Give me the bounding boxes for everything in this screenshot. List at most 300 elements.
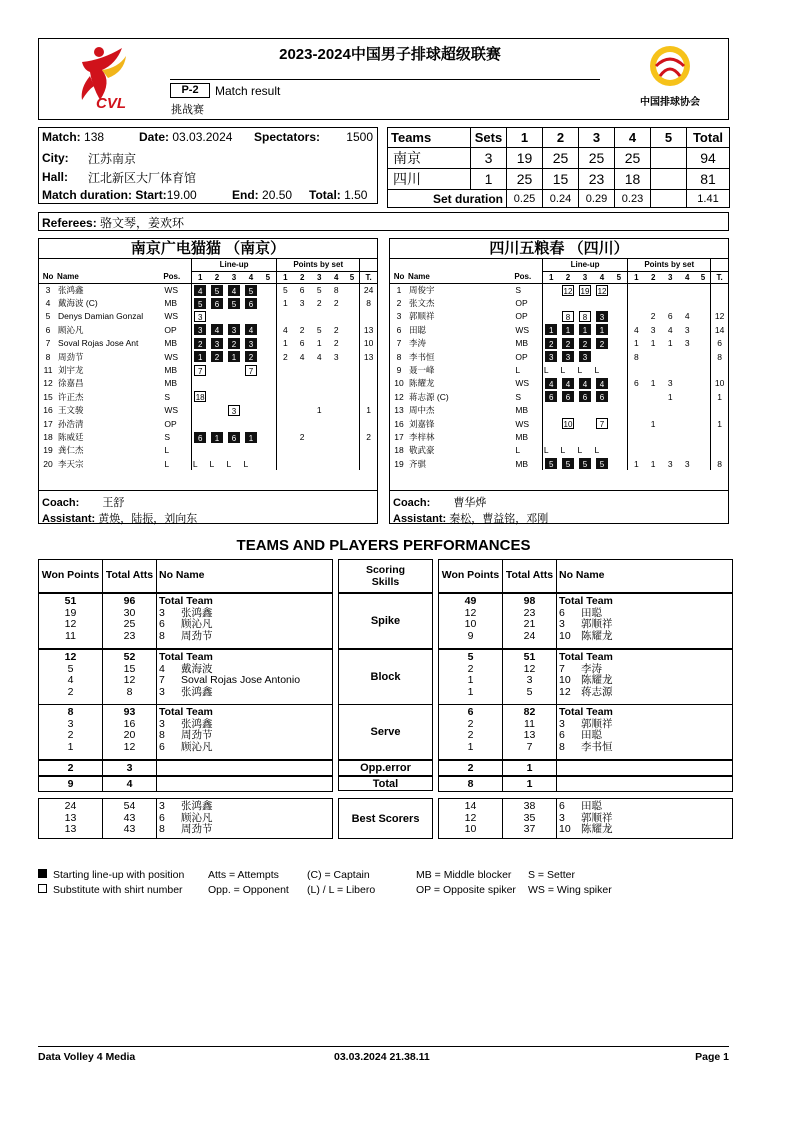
team-a-col-lu-set3: 3 — [225, 271, 242, 283]
team-b-roster-column-header — [390, 271, 728, 283]
player-row — [39, 296, 377, 309]
player-number: 20 — [43, 458, 53, 469]
attempts-cell-line: 51 — [523, 651, 536, 663]
lineup-cell — [576, 283, 593, 296]
team-a-col-lu-set5: 5 — [260, 271, 277, 283]
player-number: 16 — [43, 405, 53, 416]
player-row — [390, 323, 728, 336]
won-points-cell-line: 5 — [67, 662, 74, 675]
team-b-col-total: T. — [711, 271, 728, 283]
player-name: Soval Rojas Jose Antonio — [181, 674, 301, 686]
lineup-cell — [611, 350, 628, 363]
attempts-cell-line: 12 — [523, 662, 536, 675]
starting-position-box: 5 — [245, 285, 257, 296]
won-points-cell-line: 14 — [464, 800, 477, 812]
starting-position-box: 2 — [211, 351, 223, 362]
starting-position-box: 5 — [562, 458, 574, 469]
won-points-cell — [39, 705, 103, 760]
player-name: Total Team — [159, 651, 213, 663]
starting-position-box: 3 — [579, 351, 591, 362]
lineup-cell — [191, 457, 208, 470]
lineup-cell — [260, 323, 277, 336]
player-name: Soval Rojas Jose Ant — [58, 338, 139, 349]
attempts-cell-line: 93 — [123, 706, 136, 718]
lineup-cell — [611, 363, 628, 376]
player-number: 17 — [43, 418, 53, 429]
footer-line — [38, 1046, 729, 1047]
total-label: Total: — [309, 188, 341, 202]
player-name: 陈威廷 — [58, 431, 84, 442]
lineup-cell — [611, 457, 628, 470]
team-a-assistant-label: Assistant: — [42, 513, 96, 525]
team-b-coach-label: Coach: — [393, 497, 431, 509]
attempts-cell-line: 12 — [123, 674, 136, 686]
legend-op: OP = Opposite spiker — [416, 884, 516, 896]
lineup-cell — [559, 363, 576, 376]
end-time: 20.50 — [262, 188, 293, 202]
player-position: OP — [515, 298, 528, 309]
score-row-team-b — [388, 169, 730, 190]
starting-position-box: 5 — [228, 298, 240, 309]
starting-position-box: 3 — [211, 338, 223, 349]
points-set-cell — [345, 444, 360, 457]
player-no: 8 — [159, 629, 165, 642]
lineup-cell — [594, 430, 611, 443]
player-no: 4 — [159, 662, 165, 675]
points-set-cell — [696, 337, 711, 350]
starting-position-box: 4 — [579, 378, 591, 389]
match-number-row — [42, 130, 104, 144]
date-row — [139, 130, 232, 144]
points-set-cell — [645, 296, 662, 309]
lineup-cell — [559, 350, 576, 363]
starting-position-box: 5 — [211, 285, 223, 296]
total-set-duration: 1.41 — [687, 190, 730, 208]
player-position: L — [164, 445, 170, 456]
player-position: WS — [515, 324, 530, 335]
points-set-cell — [328, 390, 345, 403]
team-b-col-lu-set3: 3 — [576, 271, 593, 283]
lineup-cell — [243, 310, 260, 323]
block-team-a-stats — [38, 649, 333, 705]
player-total-points — [360, 377, 377, 390]
team-a-col-lu-set4: 4 — [243, 271, 260, 283]
lineup-cell — [243, 283, 260, 296]
player-row — [39, 363, 377, 376]
player-name: 田聪 — [581, 800, 602, 812]
player-number: 10 — [394, 378, 404, 389]
player-position: OP — [164, 418, 177, 429]
attempts-cell-line: 8 — [126, 685, 133, 698]
player-name: 陈耀龙 — [581, 674, 613, 686]
starting-position-box: 2 — [562, 338, 574, 349]
player-name: 田聪 — [409, 324, 427, 335]
attempts-cell-line: 52 — [123, 651, 136, 663]
points-set-cell — [696, 377, 711, 390]
points-set-cell — [277, 444, 294, 457]
points-set-cell — [645, 350, 662, 363]
points-set-cell — [662, 417, 679, 430]
points-set-cell — [628, 310, 645, 323]
libero-marker: L — [243, 458, 249, 469]
points-set-cell — [345, 310, 360, 323]
starting-position-box: 2 — [245, 351, 257, 362]
player-row — [39, 430, 377, 443]
team-a-col-lu-set1: 1 — [191, 271, 208, 283]
points-set-cell: 1 — [667, 338, 673, 349]
team-a-col-pts-set4: 4 — [328, 271, 345, 283]
points-set-cell — [696, 457, 711, 470]
player-name: 龚仁杰 — [58, 445, 84, 456]
player-row — [39, 457, 377, 470]
legend-col-3 — [307, 868, 375, 898]
starting-position-box: 1 — [228, 351, 240, 362]
lineup-cell — [611, 323, 628, 336]
team-a-roster — [39, 259, 377, 470]
points-set-cell — [696, 283, 711, 296]
city-value: 江苏南京 — [88, 152, 137, 166]
points-set-cell — [294, 363, 311, 376]
player-no: 7 — [159, 674, 165, 686]
player-position: S — [515, 284, 521, 295]
team-b-name: 四川五粮春 （四川） — [390, 239, 728, 259]
player-position: S — [164, 391, 170, 402]
lineup-cell — [542, 430, 559, 443]
lineup-cell — [594, 310, 611, 323]
attempts-cell — [503, 777, 557, 792]
won-points-cell — [439, 650, 503, 705]
points-set-cell: 4 — [628, 323, 645, 336]
player-number: 18 — [394, 445, 404, 456]
libero-marker: L — [594, 365, 600, 376]
player-row — [39, 390, 377, 403]
lineup-cell — [191, 337, 208, 350]
points-set-cell — [645, 444, 662, 457]
lineup-cell — [611, 417, 628, 430]
lineup-cell — [611, 310, 628, 323]
player-number: 1 — [396, 284, 402, 295]
lineup-cell — [576, 377, 593, 390]
player-row — [390, 283, 728, 296]
player-name: 周中杰 — [409, 405, 435, 416]
lineup-cell — [576, 337, 593, 350]
points-set-cell: 3 — [684, 458, 690, 469]
team-a-assistant-row — [42, 510, 374, 526]
lineup-cell — [594, 417, 611, 430]
player-no: 6 — [159, 740, 165, 753]
lineup-cell — [225, 444, 242, 457]
player-name: 田聪 — [581, 729, 602, 741]
starting-position-box: 4 — [596, 378, 608, 389]
starting-position-box: 4 — [562, 378, 574, 389]
points-set-cell — [645, 390, 662, 403]
points-set-cell — [679, 390, 696, 403]
hall-label: Hall: — [42, 170, 69, 184]
player-name: 周劲节 — [181, 729, 213, 741]
lineup-cell — [225, 430, 242, 443]
points-set-cell — [345, 337, 360, 350]
lineup-cell — [243, 444, 260, 457]
no-name-header-a: No Name — [157, 560, 333, 593]
lineup-cell — [225, 337, 242, 350]
attempts-cell-line: 96 — [123, 595, 136, 607]
lineup-cell — [243, 363, 260, 376]
player-no: 8 — [559, 740, 565, 753]
player-no: 3 — [559, 717, 565, 730]
points-set-cell — [628, 417, 645, 430]
lineup-cell — [611, 444, 628, 457]
attempts-cell-line: 3 — [126, 762, 133, 774]
cvl-logo — [72, 42, 134, 114]
team-b-lineup-header: Line-up — [542, 259, 627, 271]
points-set-cell — [311, 457, 328, 470]
player-number: 3 — [45, 284, 51, 295]
points-set-cell — [696, 444, 711, 457]
libero-marker: L — [560, 365, 566, 376]
substitute-box: 3 — [228, 405, 240, 416]
player-number: 18 — [43, 431, 53, 442]
points-set-cell — [645, 404, 662, 417]
libero-marker: L — [560, 445, 566, 456]
player-name: 顾沁凡 — [181, 618, 213, 630]
lineup-cell — [542, 444, 559, 457]
player-name: Total Team — [159, 706, 213, 718]
starting-position-box: 1 — [245, 432, 257, 443]
points-set-cell: 1 — [650, 418, 656, 429]
points-set-cell: 1 — [277, 337, 294, 350]
points-set-cell — [345, 457, 360, 470]
player-row — [390, 337, 728, 350]
player-name: 陈耀龙 — [409, 378, 435, 389]
duration-row — [42, 188, 197, 202]
player-total-points: 1 — [711, 417, 728, 430]
points-set-cell: 8 — [628, 350, 645, 363]
player-name: 蒋志源 — [581, 685, 613, 698]
set3-duration: 0.29 — [579, 190, 615, 208]
player-row — [39, 417, 377, 430]
points-set-cell: 2 — [316, 298, 322, 309]
team-b-col-pts-set5: 5 — [696, 271, 711, 283]
points-set-cell: 2 — [333, 338, 339, 349]
lineup-cell — [576, 310, 593, 323]
player-row — [390, 404, 728, 417]
libero-marker: L — [226, 458, 232, 469]
points-set-cell: 3 — [333, 351, 339, 362]
player-name: 张鸿鑫 — [181, 800, 213, 812]
lineup-cell — [576, 430, 593, 443]
filled-square-icon — [38, 869, 47, 878]
lineup-cell — [542, 296, 559, 309]
lineup-cell — [260, 363, 277, 376]
won-points-cell-line: 10 — [464, 618, 477, 630]
player-total-points: 13 — [360, 350, 377, 363]
lineup-cell — [559, 390, 576, 403]
player-cell — [557, 594, 733, 649]
points-set-cell: 4 — [277, 323, 294, 336]
lineup-cell — [260, 377, 277, 390]
won-points-cell — [439, 705, 503, 760]
points-set-cell: 1 — [650, 338, 656, 349]
serve-skill-label: Serve — [338, 704, 433, 760]
lineup-cell — [225, 283, 242, 296]
won-points-cell-line: 2 — [467, 662, 474, 675]
lineup-cell — [243, 296, 260, 309]
player-no: 3 — [159, 800, 165, 812]
player-name: 陈耀龙 — [581, 823, 613, 835]
substitute-box: 7 — [596, 418, 608, 429]
player-cell — [557, 705, 733, 760]
association-logo — [628, 44, 712, 116]
points-set-cell: 5 — [316, 324, 322, 335]
lineup-cell — [260, 337, 277, 350]
lineup-cell — [225, 417, 242, 430]
player-total-points — [711, 430, 728, 443]
lineup-cell — [208, 296, 225, 309]
attempts-cell — [103, 650, 157, 705]
points-set-cell — [662, 283, 679, 296]
lineup-cell — [243, 390, 260, 403]
team-b-total: 81 — [687, 169, 730, 190]
lineup-cell — [542, 404, 559, 417]
won-points-cell-line: 9 — [67, 778, 74, 790]
set3-header: 3 — [579, 128, 615, 148]
libero-marker: L — [577, 365, 583, 376]
team-a-coach: 王舒 — [102, 497, 125, 509]
player-total-points — [360, 310, 377, 323]
player-total-points: 6 — [711, 337, 728, 350]
lineup-cell — [208, 310, 225, 323]
referees-label: Referees: — [42, 216, 97, 230]
points-set-cell — [679, 296, 696, 309]
points-set-cell — [311, 377, 328, 390]
start-label: Start: — [135, 188, 167, 202]
points-set-cell — [696, 350, 711, 363]
team-b-col-pts-set3: 3 — [662, 271, 679, 283]
player-name: 张鸿鑫 — [181, 717, 213, 730]
player-row — [39, 323, 377, 336]
points-set-cell: 4 — [667, 324, 673, 335]
player-no: 3 — [559, 618, 565, 630]
player-no: 10 — [559, 823, 571, 835]
player-name: 李天宗 — [58, 458, 84, 469]
points-set-cell: 6 — [667, 311, 673, 322]
lineup-cell — [225, 404, 242, 417]
lineup-cell — [559, 404, 576, 417]
lineup-cell — [576, 404, 593, 417]
points-set-cell — [696, 390, 711, 403]
player-total-points: 2 — [360, 430, 377, 443]
won-points-cell-line: 2 — [467, 729, 474, 741]
lineup-cell — [559, 283, 576, 296]
points-set-cell — [294, 457, 311, 470]
attempts-cell-line: 38 — [523, 800, 536, 812]
player-row — [39, 377, 377, 390]
score-row-team-a — [388, 148, 730, 169]
attempts-cell-line: 3 — [526, 674, 533, 686]
lineup-cell — [243, 337, 260, 350]
starting-position-box: 1 — [579, 324, 591, 335]
team-a-roster-column-header — [39, 271, 377, 283]
teams-header: Teams — [388, 128, 471, 148]
player-name: 郭顺祥 — [409, 311, 435, 322]
footer-left: Data Volley 4 Media — [38, 1051, 136, 1063]
player-total-points: 10 — [711, 377, 728, 390]
player-row — [390, 350, 728, 363]
lineup-cell — [191, 350, 208, 363]
legend-libero: (L) / L = Libero — [307, 884, 376, 896]
points-set-cell — [294, 390, 311, 403]
legend-setter: S = Setter — [528, 869, 575, 881]
points-set-cell — [311, 390, 328, 403]
lineup-cell — [260, 444, 277, 457]
performance-title: TEAMS AND PLAYERS PERFORMANCES — [236, 537, 531, 554]
player-row — [39, 283, 377, 296]
lineup-cell — [542, 417, 559, 430]
team-a-set2: 25 — [543, 148, 579, 169]
player-position: WS — [164, 351, 179, 362]
won-points-cell-line: 12 — [64, 651, 77, 663]
player-name: Denys Damian Gonzal — [58, 311, 144, 322]
points-set-cell — [628, 363, 645, 376]
player-position: L — [515, 365, 521, 376]
lineup-cell — [576, 350, 593, 363]
player-position: OP — [515, 311, 528, 322]
points-set-cell — [696, 363, 711, 376]
lineup-cell — [559, 337, 576, 350]
volleyball-emblem-icon — [648, 44, 692, 88]
team-b-col-lu-set1: 1 — [542, 271, 559, 283]
lineup-cell — [260, 417, 277, 430]
lineup-cell — [191, 310, 208, 323]
starting-position-box: 5 — [545, 458, 557, 469]
match-number: 138 — [84, 130, 105, 144]
points-set-cell — [328, 310, 345, 323]
opp-error-skill-label: Opp.error — [338, 760, 433, 776]
team-b-col-lu-set5: 5 — [611, 271, 628, 283]
points-set-cell — [679, 417, 696, 430]
player-total-points — [360, 444, 377, 457]
player-position: OP — [515, 351, 528, 362]
points-set-cell: 1 — [628, 457, 645, 470]
won-points-cell-line: 24 — [64, 800, 77, 812]
referees-names: 骆文琴，姜欢环 — [100, 216, 185, 230]
player-cell — [157, 594, 333, 649]
lineup-cell — [191, 417, 208, 430]
opp-error-team-b-stats — [438, 760, 733, 776]
player-no: 10 — [559, 674, 571, 686]
points-set-cell — [294, 310, 311, 323]
starting-position-box: 6 — [596, 391, 608, 402]
team-b-roster-group-header — [390, 259, 728, 271]
team-a-sets: 3 — [471, 148, 507, 169]
team-b-set3: 23 — [579, 169, 615, 190]
lineup-cell — [576, 323, 593, 336]
starting-position-box: 1 — [194, 351, 206, 362]
won-points-cell-line: 9 — [467, 629, 474, 642]
starting-position-box: 3 — [228, 324, 240, 335]
player-number: 9 — [396, 365, 402, 376]
player-name: 张文杰 — [409, 298, 435, 309]
player-name: 顾沁凡 — [181, 740, 213, 753]
legend-col-5 — [528, 868, 612, 898]
substitute-box: 19 — [580, 286, 590, 296]
points-set-cell — [345, 296, 360, 309]
team-b-set1: 25 — [507, 169, 543, 190]
player-number: 8 — [45, 351, 51, 362]
lineup-cell — [208, 404, 225, 417]
best-scorers-team-b-stats — [438, 798, 733, 839]
points-set-cell — [662, 444, 679, 457]
